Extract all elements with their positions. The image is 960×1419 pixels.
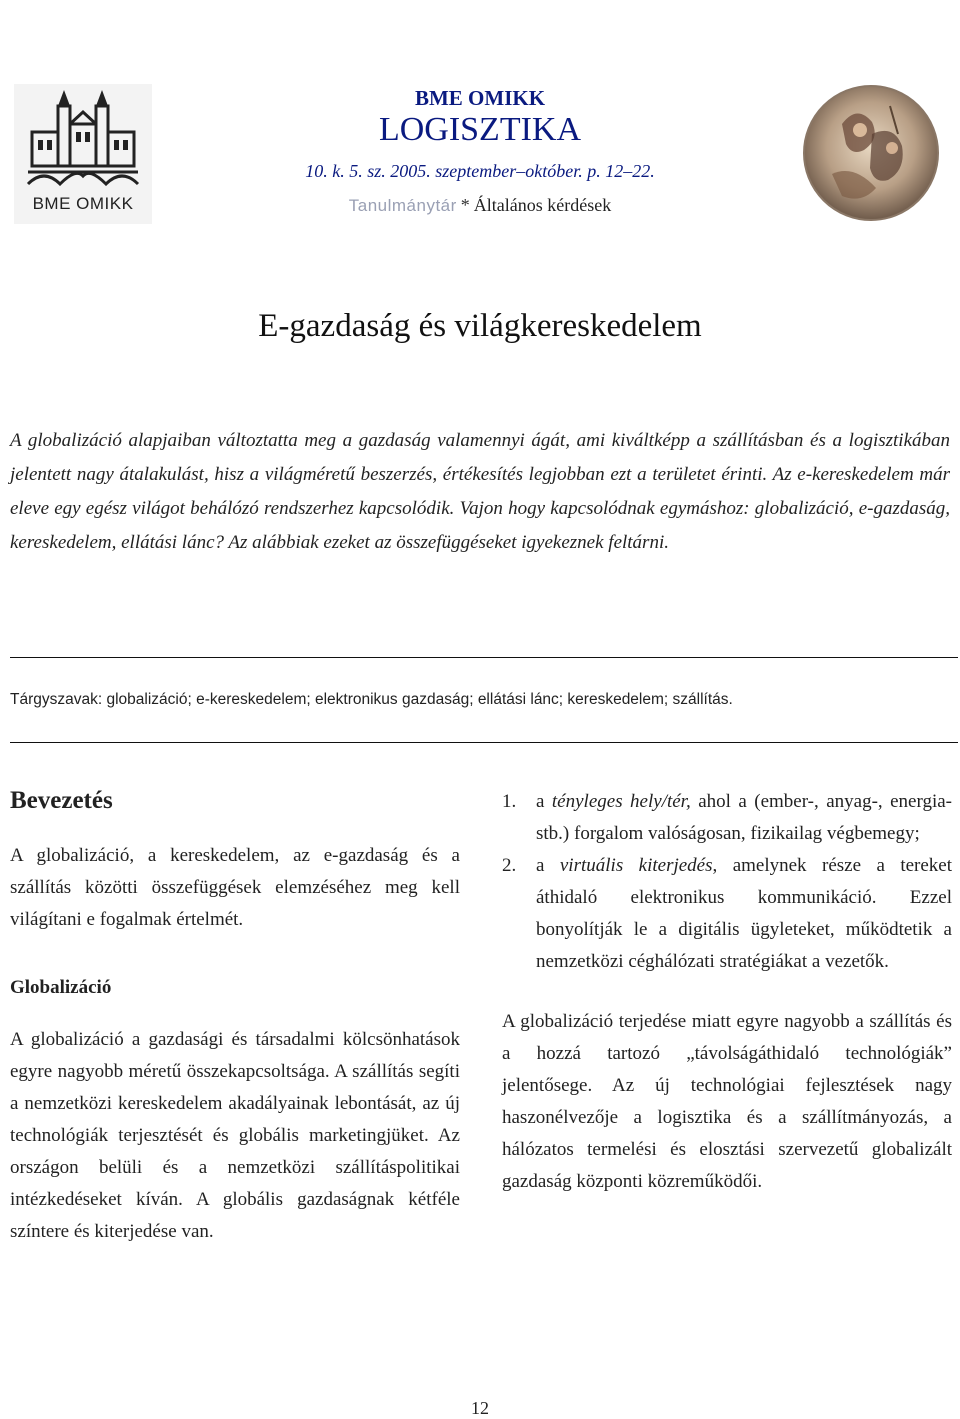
globalization-paragraph: A globalizáció a gazdasági és társadalmi kölcsönhatások egyre nagyobb méretű összekapcsoltsága. A szállítás segíti a nemzetközi kereskedelem akadályainak lebontását, az új technológiák terjesztését és globális marketingjüket. Az országon belüli és a nemzetközi szállításpolitikai intézkedéseket kíván. A globális gazdaságnak kétféle színtere és kiterjedése van. xyxy=(10,1029,460,1242)
right-paragraph: A globalizáció terjedése miatt egyre nagyobb a szállítás és a hozzá tartozó „távolságáthidaló technológiák” jelentősege. Az új technológiai fejlesztések nagy haszonélvezője a logisztika és a szállítmányozás, a hálózatos termelési és elosztási szervezetű globalizált gazdaság központi közreműködői. xyxy=(502,1011,952,1192)
section-separator: * xyxy=(460,195,470,215)
journal-header xyxy=(0,84,960,221)
journal-title: LOGISZTIKA xyxy=(378,111,582,148)
intro-paragraph: A globalizáció, a kereskedelem, az e-gazdaság és a szállítás közötti összefüggések elemzéséhez meg kell világítani e fogalmak értelmét. xyxy=(10,845,460,930)
divider-top xyxy=(10,657,958,658)
section-heading-introduction: Bevezetés xyxy=(10,787,113,814)
organization-name: BME OMIKK xyxy=(414,86,546,110)
list-emphasis: tényleges hely/tér, xyxy=(551,791,691,812)
list-text-pre: a xyxy=(536,855,560,876)
numbered-list xyxy=(502,786,952,978)
right-column xyxy=(502,786,952,1198)
left-column xyxy=(10,786,460,1248)
list-text-post: ahol a (ember-, anyag-, energia- stb.) forgalom valóságosan, fizikailag végbemegy; xyxy=(536,791,953,844)
list-item xyxy=(502,850,952,978)
article-title: E-gazdaság és világkereskedelem xyxy=(258,308,702,344)
logo-label: BME OMIKK xyxy=(32,194,134,213)
keywords: Tárgyszavak: globalizáció; e-kereskedelem; elektronikus gazdaság; ellátási lánc; kereskedelem; szállítás. xyxy=(10,691,733,708)
list-number: 2. xyxy=(502,855,517,876)
subheading-globalization: Globalizáció xyxy=(10,977,112,998)
issue-info: 10. k. 5. sz. 2005. szeptember–október. p. 12–22. xyxy=(305,161,655,181)
list-emphasis: virtuális kiterjedés xyxy=(559,855,713,876)
list-text-post: , amelynek része a tereket áthidaló elektronikus kommunikáció. Ezzel bonyolítják le a digitális ügyleteket, működtetik a nemzetközi céghálózati stratégiákat a vezetők. xyxy=(536,855,952,972)
section-name: Tanulmánytár xyxy=(348,196,457,215)
abstract: A globalizáció alapjaiban változtatta meg a gazdaság valamennyi ágát, ami kiváltképp a szállításban és a logisztikában jelentett nagy átalakulást, hisz a világméretű beszerzés, értékesítés legjobban ezt a területet érinti. Az e-kereskedelem már eleve egy egész világot behálózó rendszerhez kapcsolódik. Vajon hogy kapcsolódnak egymáshoz: globalizáció, e-gazdaság, kereskedelem, ellátási lánc? Az alábbiak ezeket az összefüggéseket igyekeznek feltárni. xyxy=(10,430,950,553)
section-topic: Általános kérdések xyxy=(473,195,612,215)
list-text-pre: a xyxy=(536,791,552,812)
page-number: 12 xyxy=(471,1398,489,1418)
list-item xyxy=(502,786,952,850)
divider-bottom xyxy=(10,742,958,743)
section-line xyxy=(0,190,960,221)
list-number: 1. xyxy=(502,791,517,812)
